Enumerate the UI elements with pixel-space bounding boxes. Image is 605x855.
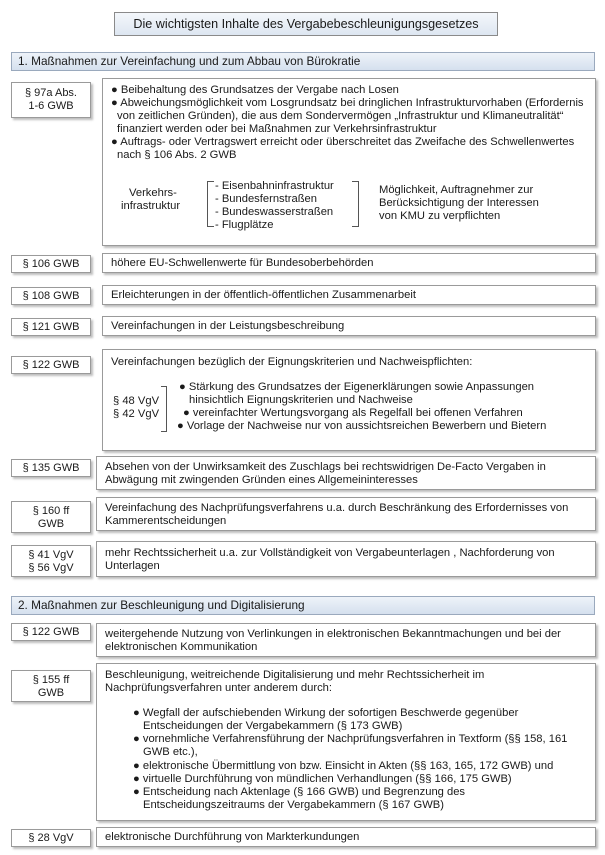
- row-intro: Beschleunigung, weitreichende Digitalisierung und mehr Rechtssicherheit im: [105, 669, 485, 681]
- bullet-line: ● elektronische Übermittlung von bzw. Einsicht in Akten (§§ 163, 165, 172 GWB) und: [133, 760, 554, 772]
- row-text: Erleichterungen in der öffentlich-öffentlichen Zusammenarbeit: [111, 289, 416, 301]
- content-122-s2: [96, 623, 596, 657]
- ref-line: GWB: [37, 518, 65, 530]
- row-text: mehr Rechtssicherheit u.a. zur Vollständigkeit von Vergabeunterlagen , Nachforderung von: [105, 547, 555, 559]
- bullet-line: ● Abweichungsmöglichkeit vom Losgrundsatz bei dringlichen Infrastrukturvorhaben (Erfordernis: [111, 97, 584, 109]
- ref-line: § 41 VgV: [28, 549, 74, 561]
- row-text: Kammerentscheidungen: [105, 515, 227, 527]
- ref-line: § 97a Abs.: [25, 87, 77, 99]
- diagram-left: Verkehrs-: [129, 187, 177, 199]
- section-1-heading: 1. Maßnahmen zur Vereinfachung und zum Abbau von Bürokratie: [11, 52, 595, 71]
- left-brace: [207, 181, 214, 227]
- ref-108: § 108 GWB: [11, 287, 91, 305]
- bullet-line: ● Auftrags- oder Vertragswert erreicht oder überschreitet das Zweifache des Schwellenwertes: [111, 136, 575, 148]
- ref-97a: [11, 82, 91, 118]
- page-title: Die wichtigsten Inhalte des Vergabebeschleunigungsgesetzes: [114, 12, 498, 36]
- diagram-item: - Eisenbahninfrastruktur: [215, 180, 334, 192]
- ref-135: § 135 GWB: [11, 459, 91, 477]
- bullet-line: hinsichtlich Eignungskriterien und Nachweise: [189, 394, 413, 406]
- row-text: elektronischen Kommunikation: [105, 641, 258, 653]
- diagram-item: - Bundesfernstraßen: [215, 193, 317, 205]
- ref-106: § 106 GWB: [11, 255, 91, 273]
- content-122: [102, 349, 596, 451]
- row-text: Vereinfachungen in der Leistungsbeschreibung: [111, 320, 345, 332]
- bullet-line: ● Wegfall der aufschiebenden Wirkung der sofortigen Beschwerde gegenüber: [133, 707, 519, 719]
- ref-28-vgv: § 28 VgV: [11, 829, 91, 847]
- content-28-vgv: [96, 827, 596, 847]
- section-2-heading: 2. Maßnahmen zur Beschleunigung und Digitalisierung: [11, 596, 595, 615]
- right-brace: [161, 386, 167, 432]
- content-160: [96, 497, 596, 531]
- ref-155: [11, 670, 91, 702]
- row-intro: Nachprüfungsverfahren unter anderem durch:: [105, 682, 332, 694]
- bullet-line: finanziert werden oder bei Maßnahmen zur Verkehrsinfrastruktur: [117, 123, 437, 135]
- diagram-item: - Bundeswasserstraßen: [215, 206, 334, 218]
- row-text: weitergehende Nutzung von Verlinkungen in elektronischen Bekanntmachungen und bei der: [105, 628, 561, 640]
- bullet-line: ● vereinfachter Wertungsvorgang als Regelfall bei offenen Verfahren: [183, 407, 523, 419]
- right-brace: [352, 181, 359, 227]
- diagram-right: Berücksichtigung der Interessen: [379, 197, 539, 209]
- row-text: Abwägung mit zwingenden Gründen eines Allgemeininteresses: [105, 474, 418, 486]
- vgv-ref: § 42 VgV: [113, 408, 160, 420]
- bullet-line: nach § 106 Abs. 2 GWB: [117, 149, 237, 161]
- vgv-ref: § 48 VgV: [113, 395, 160, 407]
- bullet-line: ● Vorlage der Nachweise nur von aussichtsreichen Bewerbern und Bietern: [177, 420, 547, 432]
- ref-line: GWB: [37, 687, 65, 699]
- diagram-right: von KMU zu verpflichten: [379, 210, 501, 222]
- row-text: höhere EU-Schwellenwerte für Bundesoberbehörden: [111, 257, 374, 269]
- bullet-line: von zeitlichen Gründen), die aus dem Sondervermögen „Infrastruktur und Klimaneutralität“: [117, 110, 564, 122]
- row-text: Absehen von der Unwirksamkeit des Zuschlags bei rechtswidrigen De-Facto Vergaben in: [105, 461, 546, 473]
- bullet-line: ● Beibehaltung des Grundsatzes der Vergabe nach Losen: [111, 84, 399, 96]
- content-121: [102, 316, 596, 336]
- bullet-line: GWB etc.),: [143, 746, 198, 758]
- diagram-right: Möglichkeit, Auftragnehmer zur: [379, 184, 534, 196]
- content-106: [102, 253, 596, 273]
- ref-41-vgv: [11, 545, 91, 577]
- bullet-line: ● virtuelle Durchführung von mündlichen Verhandlungen (§§ 166, 175 GWB): [133, 773, 512, 785]
- row-text: elektronische Durchführung von Markterkundungen: [105, 831, 360, 843]
- content-97a: [102, 78, 596, 246]
- ref-121: § 121 GWB: [11, 318, 91, 336]
- content-108: [102, 285, 596, 305]
- ref-line: § 56 VgV: [28, 562, 74, 574]
- bullet-line: Entscheidungszeitraums der Vergabekammern (§ 167 GWB): [143, 799, 444, 811]
- ref-line: § 155 ff: [32, 674, 70, 686]
- bullet-line: ● Entscheidung nach Aktenlage (§ 166 GWB) und Begrenzung des: [133, 786, 466, 798]
- ref-122: § 122 GWB: [11, 356, 91, 374]
- diagram-left: infrastruktur: [121, 200, 181, 212]
- ref-line: § 160 ff: [32, 505, 70, 517]
- ref-160: [11, 501, 91, 533]
- bullet-line: ● vornehmliche Verfahrensführung der Nachprüfungsverfahren in Textform (§§ 158, 161: [133, 733, 568, 745]
- content-135: [96, 456, 596, 490]
- bullet-line: ● Stärkung des Grundsatzes der Eigenerklärungen sowie Anpassungen: [179, 381, 535, 393]
- content-41-vgv: [96, 541, 596, 577]
- row-text: Vereinfachung des Nachprüfungsverfahrens u.a. durch Beschränkung des Erfordernisses von: [105, 502, 569, 514]
- row-intro: Vereinfachungen bezüglich der Eignungskriterien und Nachweispflichten:: [111, 356, 473, 368]
- row-text: Unterlagen: [105, 560, 160, 572]
- ref-line: 1-6 GWB: [28, 100, 74, 112]
- diagram-item: - Flugplätze: [215, 219, 274, 231]
- ref-122-s2: § 122 GWB: [11, 623, 91, 641]
- content-155: [96, 663, 596, 821]
- bullet-line: Entscheidungen der Vergabekammern (§ 173 GWB): [143, 720, 403, 732]
